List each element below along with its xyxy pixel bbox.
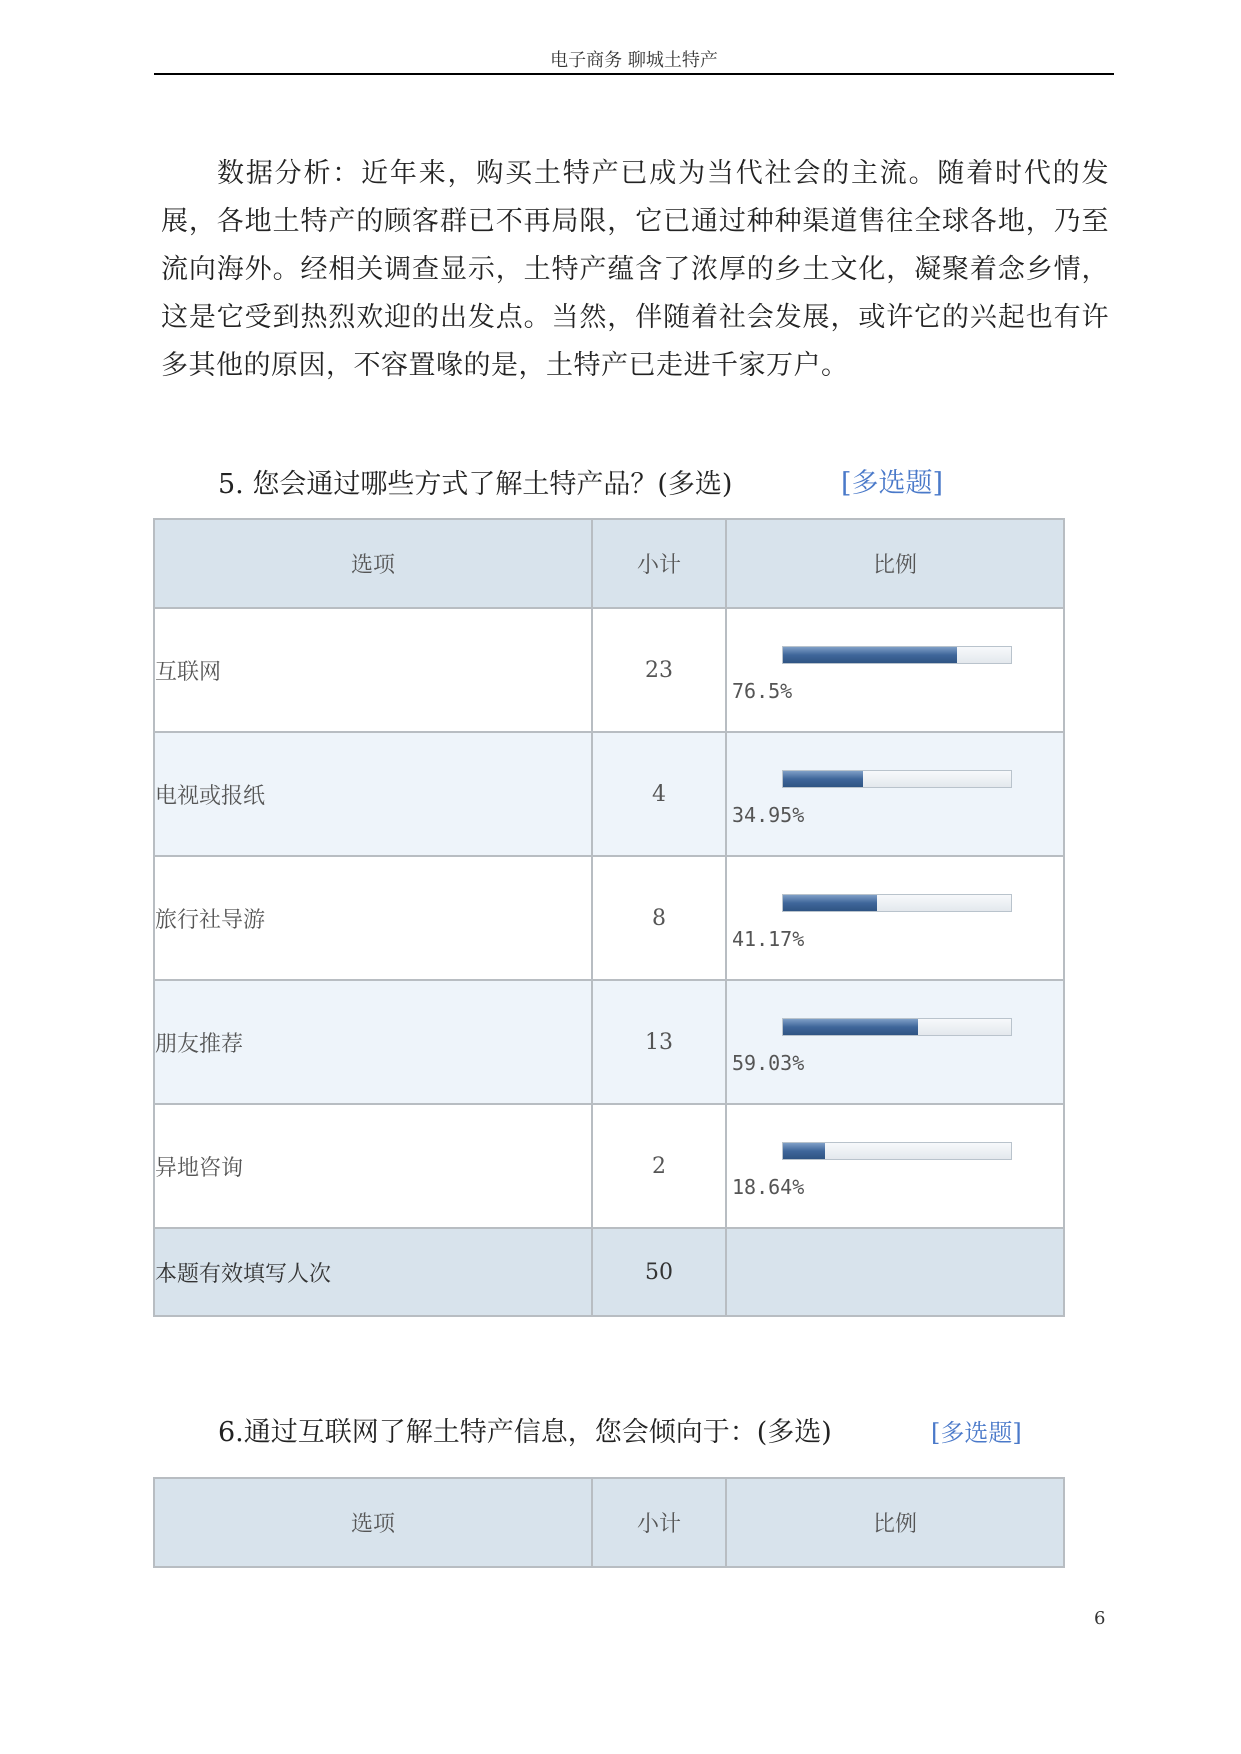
progress-bar (782, 894, 1012, 912)
progress-bar (782, 1142, 1012, 1160)
option-count: 23 (592, 608, 726, 732)
option-count: 8 (592, 856, 726, 980)
table-row (154, 732, 1064, 856)
page-number: 6 (1094, 1608, 1106, 1629)
option-label: 异地咨询 (154, 1104, 592, 1228)
question-6-results-table (153, 1477, 1065, 1568)
ratio-cell (726, 608, 1064, 732)
ratio-cell (726, 732, 1064, 856)
header-rule (154, 73, 1114, 75)
column-header-count: 小计 (592, 519, 726, 608)
progress-bar-fill (783, 1143, 825, 1159)
question-5-results-table (153, 518, 1065, 1317)
ratio-cell (726, 1104, 1064, 1228)
option-count: 2 (592, 1104, 726, 1228)
progress-bar (782, 1018, 1012, 1036)
percent-label: 18.64% (732, 1175, 805, 1199)
table-row (154, 1104, 1064, 1228)
table-row (154, 856, 1064, 980)
ratio-cell (726, 856, 1064, 980)
table-header-row (154, 519, 1064, 608)
column-header-option: 选项 (154, 1478, 592, 1567)
table-row (154, 980, 1064, 1104)
question-5-type-tag: [多选题] (841, 468, 944, 499)
progress-bar-fill (783, 771, 863, 787)
option-label: 互联网 (154, 608, 592, 732)
ratio-cell (726, 980, 1064, 1104)
total-count: 50 (592, 1228, 726, 1316)
analysis-paragraph: 数据分析：近年来，购买土特产已成为当代社会的主流。随着时代的发展，各地土特产的顾客群已不再局限，它已通过种种渠道售往全球各地，乃至流向海外。经相关调查显示，土特产蕴含了浓厚的乡土文化，凝聚着念乡情，这是它受到热烈欢迎的出发点。当然，伴随着社会发展，或许它的兴起也有许多其他的原因，不容置喙的是，土特产已走进千家万户。 (161, 158, 1109, 381)
option-label: 朋友推荐 (154, 980, 592, 1104)
question-6-type-tag: [多选题] (931, 1419, 1022, 1447)
table-row (154, 608, 1064, 732)
progress-bar-fill (783, 895, 877, 911)
option-count: 13 (592, 980, 726, 1104)
option-label: 电视或报纸 (154, 732, 592, 856)
total-ratio-empty (726, 1228, 1064, 1316)
progress-bar-fill (783, 1019, 918, 1035)
progress-bar (782, 770, 1012, 788)
option-count: 4 (592, 732, 726, 856)
question-5-title: 5. 您会通过哪些方式了解土特产品？(多选) (218, 469, 733, 500)
table-header-row (154, 1478, 1064, 1567)
question-6-title: 6.通过互联网了解土特产信息，您会倾向于：(多选) (218, 1417, 832, 1448)
page-header-title: 电子商务 聊城土特产 (550, 50, 718, 71)
percent-label: 59.03% (732, 1051, 805, 1075)
total-label: 本题有效填写人次 (154, 1228, 592, 1316)
column-header-ratio: 比例 (726, 1478, 1064, 1567)
percent-label: 76.5% (732, 679, 793, 703)
option-label: 旅行社导游 (154, 856, 592, 980)
percent-label: 34.95% (732, 803, 805, 827)
progress-bar-fill (783, 647, 957, 663)
total-row (154, 1228, 1064, 1316)
column-header-option: 选项 (154, 519, 592, 608)
column-header-count: 小计 (592, 1478, 726, 1567)
percent-label: 41.17% (732, 927, 805, 951)
progress-bar (782, 646, 1012, 664)
column-header-ratio: 比例 (726, 519, 1064, 608)
